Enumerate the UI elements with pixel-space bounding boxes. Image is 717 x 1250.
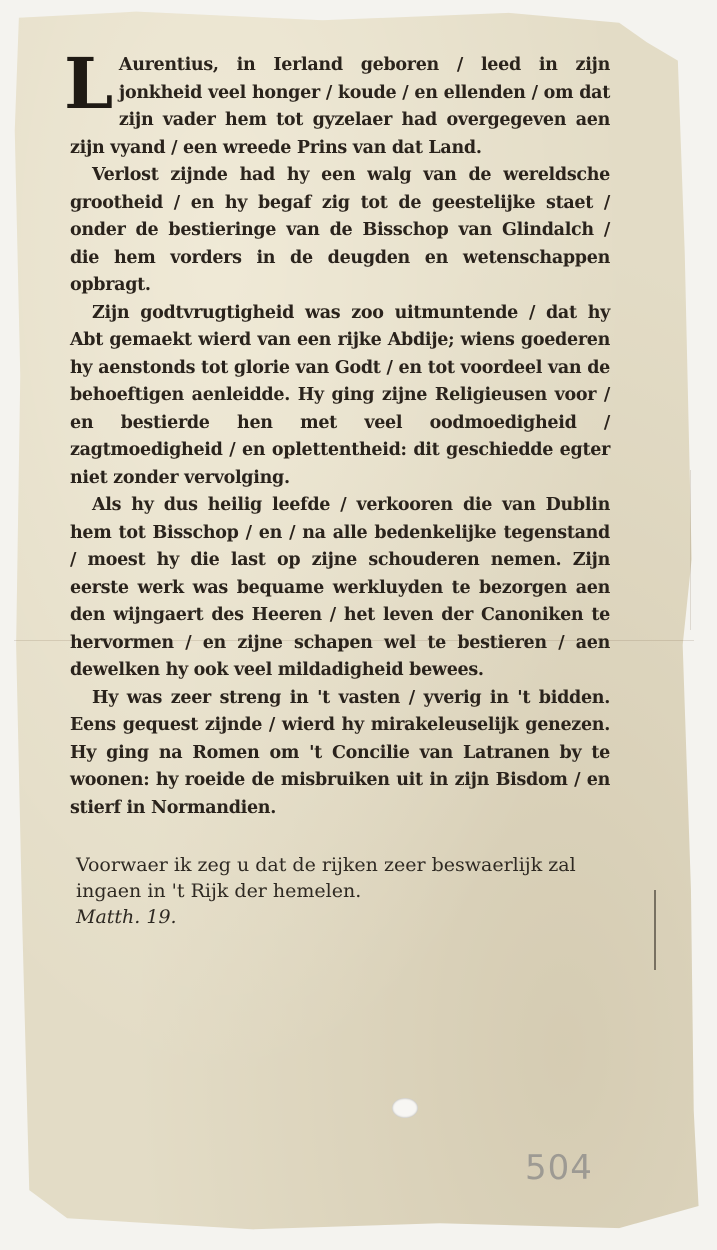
pencil-number: 504 — [525, 1148, 593, 1188]
text-block — [64, 42, 610, 930]
scripture-quote — [76, 852, 596, 930]
paragraph-4: Als hy dus heilig leefde / verkooren die van Dublin hem tot Bisschop / en / na alle bedenkelijke tegenstand / moest hy die last op zijne schouderen nemen. Zijn eerste werk was bequame werkluyden te bezorgen aen den wijngaert des Heeren / het leven der Canoniken te hervormen / en zijne schapen wel te bestieren / aen dewelken hy ook veel mildadigheid bewees. — [70, 495, 610, 680]
fold-crease — [690, 470, 691, 630]
quote-reference: Matth. 19. — [76, 906, 177, 928]
drop-cap: L — [64, 42, 113, 125]
paragraph-5: Hy was zeer streng in 't vasten / yverig in 't bidden. Eens gequest zijnde / wierd hy mirakeleuselijk genezen. Hy ging na Romen om 't Concilie van Latranen by te woonen: hy roeide de misbruiken uit in zijn Bisdom / en stierf in Normandien. — [70, 687, 610, 818]
paragraph-1-text: Aurentius, in Ierland geboren / leed in zijn jonkheid veel honger / koude / en ellenden / om dat zijn vader hem tot gyzelaer had overgegeven aen zijn vyand / een wreede Prins van dat Land. — [70, 55, 610, 158]
quote-text: Voorwaer ik zeg u dat de rijken zeer beswaerlijk zal ingaen in 't Rijk der hemelen. — [76, 854, 576, 902]
paragraph-2: Verlost zijnde had hy een walg van de wereldsche grootheid / en hy begaf zig tot de geestelijke staet / onder de bestieringe van de Bisschop van Glindalch / die hem vorders in de deugden en wetenschappen opbragt. — [70, 165, 610, 295]
punch-hole — [392, 1098, 418, 1118]
paragraph-3: Zijn godtvrugtigheid was zoo uitmuntende / dat hy Abt gemaekt wierd van een rijke Abdije; wiens goederen hy aenstonds tot glorie van Godt / en tot voordeel van de behoeftigen aenleidde. Hy ging zijne Religieusen voor / en bestierde hen met veel oodmoedigheid / zagtmoedigheid / en oplettentheid: dit geschiedde egter niet zonder vervolging. — [70, 302, 610, 488]
paragraph-1 — [64, 42, 610, 162]
ink-mark — [654, 890, 656, 970]
